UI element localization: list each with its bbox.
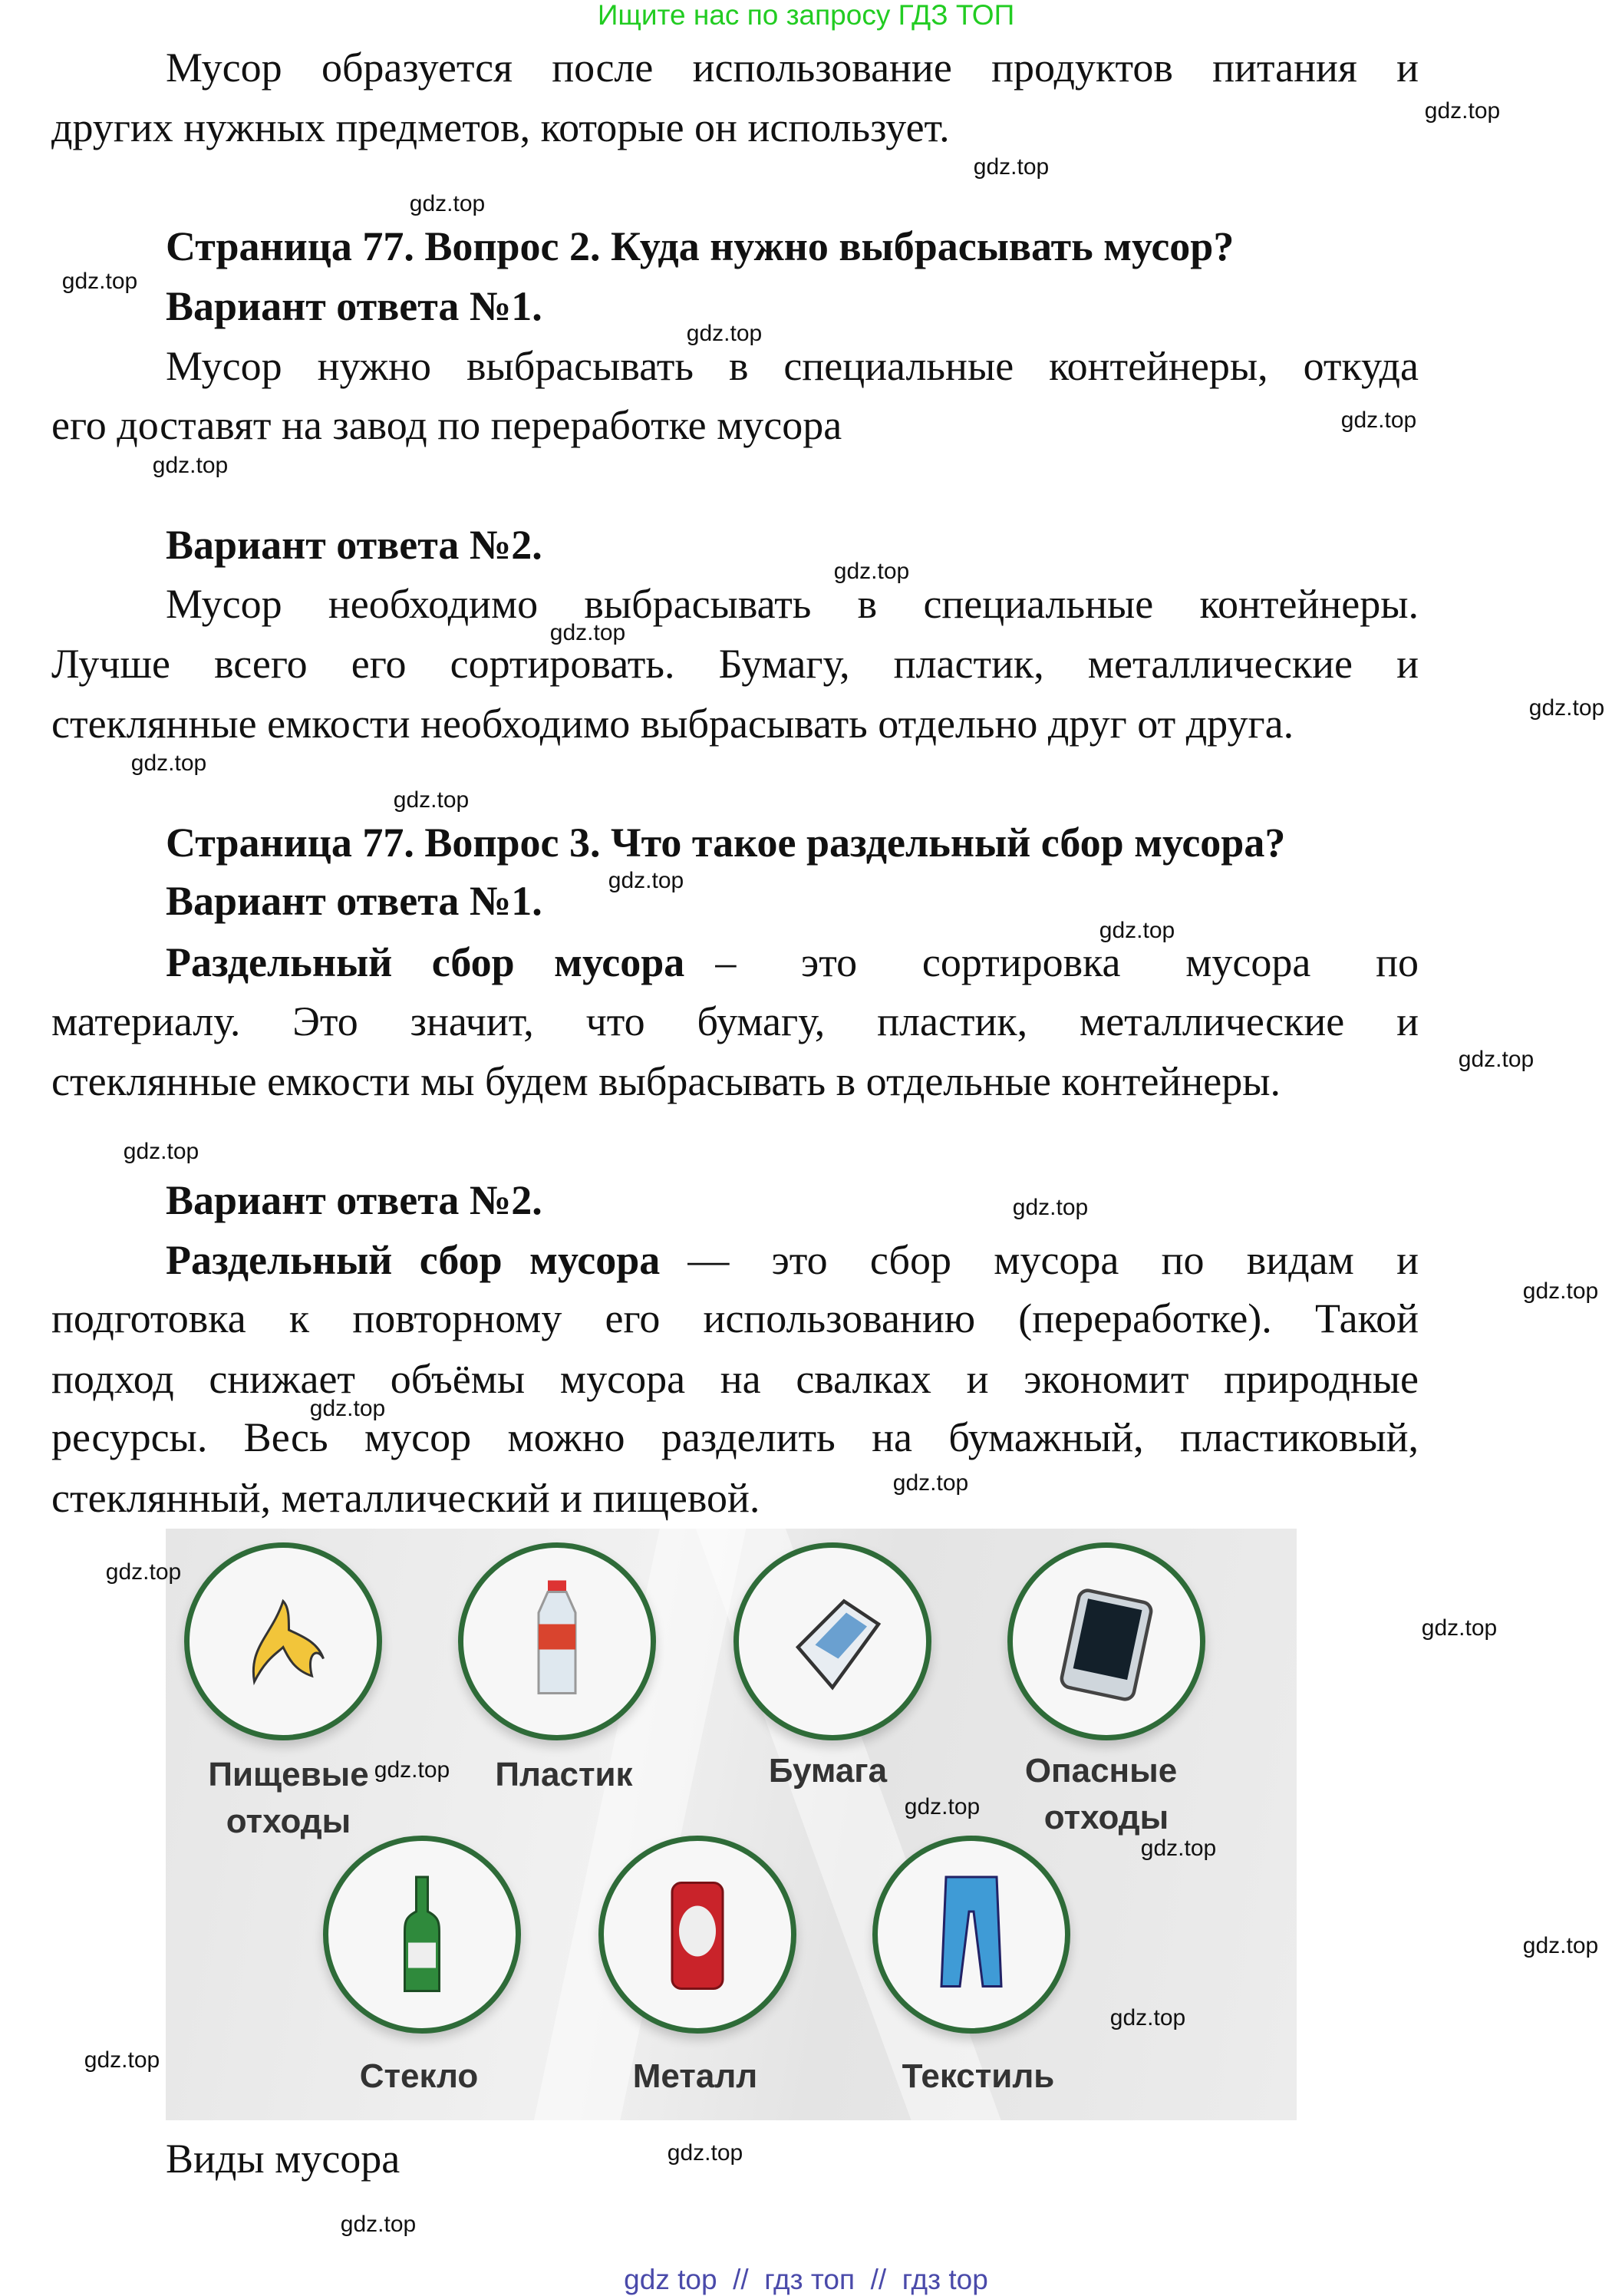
watermark: gdz.top	[393, 787, 470, 813]
watermark: gdz.top	[892, 1470, 969, 1496]
header-banner: Ищите нас по запросу ГДЗ ТОП	[597, 0, 1015, 31]
watermark: gdz.top	[667, 2140, 743, 2166]
label-hazardous: Опасные	[1024, 1752, 1178, 1790]
definition: – это сортировка мусора по	[715, 939, 1419, 985]
label-textile: Текстиль	[902, 2057, 1055, 2095]
answer-line: подготовка к повторному его использованию (переработке). Такой	[51, 1295, 1419, 1341]
watermark: gdz.top	[123, 1139, 199, 1164]
term: Раздельный сбор мусора	[166, 939, 685, 985]
answer-line: подход снижает объёмы мусора на свалках и экономит природные	[51, 1356, 1419, 1402]
question-3-title: Страница 77. Вопрос 3. Что такое раздельный сбор мусора?	[166, 820, 1286, 866]
watermark: gdz.top	[1012, 1195, 1089, 1220]
label-food-waste-2: отходы	[226, 1803, 351, 1840]
answer-line: Лучше всего его сортировать. Бумагу, пластик, металлические и	[51, 641, 1419, 687]
watermark: gdz.top	[1340, 407, 1417, 433]
answer-line: Мусор нужно выбрасывать в специальные контейнеры, откуда	[166, 343, 1419, 389]
watermark: gdz.top	[1528, 695, 1605, 721]
variant-label: Вариант ответа №2.	[166, 522, 542, 568]
watermark: gdz.top	[686, 321, 763, 346]
glass-bottle-icon	[323, 1836, 521, 2034]
label-hazardous-2: отходы	[1043, 1799, 1169, 1836]
tablet-icon	[1007, 1542, 1205, 1740]
watermark: gdz.top	[374, 1757, 450, 1783]
label-paper: Бумага	[768, 1752, 888, 1790]
answer-line: Мусор необходимо выбрасывать в специальные контейнеры.	[166, 581, 1419, 627]
waste-types-figure	[166, 1529, 1297, 2120]
answer-line: стеклянный, металлический и пищевой.	[51, 1475, 760, 1521]
magazine-icon	[733, 1542, 931, 1740]
answer-line: стеклянные емкости мы будем выбрасывать в отдельные контейнеры.	[51, 1058, 1281, 1104]
watermark: gdz.top	[409, 191, 486, 216]
definition: — это сбор мусора по видам и	[687, 1237, 1419, 1283]
intro-line: других нужных предметов, которые он использует.	[51, 104, 950, 150]
watermark: gdz.top	[1458, 1047, 1535, 1072]
variant-label: Вариант ответа №2.	[166, 1177, 542, 1223]
watermark: gdz.top	[1140, 1836, 1217, 1861]
answer-line: стеклянные емкости необходимо выбрасывать отдельно друг от друга.	[51, 701, 1294, 747]
watermark: gdz.top	[1099, 918, 1175, 943]
variant-label: Вариант ответа №1.	[166, 878, 542, 924]
label-food-waste: Пищевые	[208, 1756, 369, 1793]
watermark: gdz.top	[549, 620, 626, 645]
intro-line: Мусор образуется после использование продуктов питания и	[166, 45, 1419, 91]
question-2-title: Страница 77. Вопрос 2. Куда нужно выбрасывать мусор?	[166, 223, 1235, 269]
watermark: gdz.top	[1522, 1278, 1599, 1304]
watermark: gdz.top	[1522, 1933, 1599, 1958]
soda-can-icon	[598, 1836, 796, 2034]
variant-label: Вариант ответа №1.	[166, 283, 542, 329]
watermark: gdz.top	[904, 1794, 981, 1819]
answer-line	[166, 938, 1419, 987]
term: Раздельный сбор мусора	[166, 1237, 661, 1283]
watermark: gdz.top	[340, 2212, 417, 2237]
label-plastic: Пластик	[495, 1756, 633, 1793]
watermark: gdz.top	[1424, 98, 1501, 124]
watermark: gdz.top	[152, 453, 229, 478]
watermark: gdz.top	[130, 750, 207, 776]
watermark: gdz.top	[105, 1559, 182, 1585]
figure-caption: Виды мусора	[166, 2136, 401, 2182]
label-metal: Металл	[632, 2057, 758, 2095]
answer-line: ресурсы. Весь мусор можно разделить на бумажный, пластиковый,	[51, 1414, 1419, 1460]
watermark: gdz.top	[608, 868, 684, 893]
watermark: gdz.top	[973, 154, 1050, 180]
watermark: gdz.top	[1109, 2005, 1186, 2030]
label-glass: Стекло	[359, 2057, 479, 2095]
answer-line	[166, 1235, 1419, 1285]
watermark: gdz.top	[833, 559, 910, 584]
watermark: gdz.top	[309, 1396, 386, 1421]
jeans-icon	[872, 1836, 1070, 2034]
answer-line: его доставят на завод по переработке мусора	[51, 402, 842, 448]
plastic-bottle-icon	[458, 1542, 656, 1740]
banana-peel-icon	[184, 1542, 382, 1740]
watermark: gdz.top	[1421, 1615, 1498, 1641]
watermark: gdz.top	[61, 269, 138, 294]
watermark: gdz.top	[84, 2047, 160, 2073]
answer-line: материалу. Это значит, что бумагу, пластик, металлические и	[51, 998, 1419, 1044]
footer-links[interactable]: gdz top // гдз топ // гдз top	[624, 2264, 988, 2295]
